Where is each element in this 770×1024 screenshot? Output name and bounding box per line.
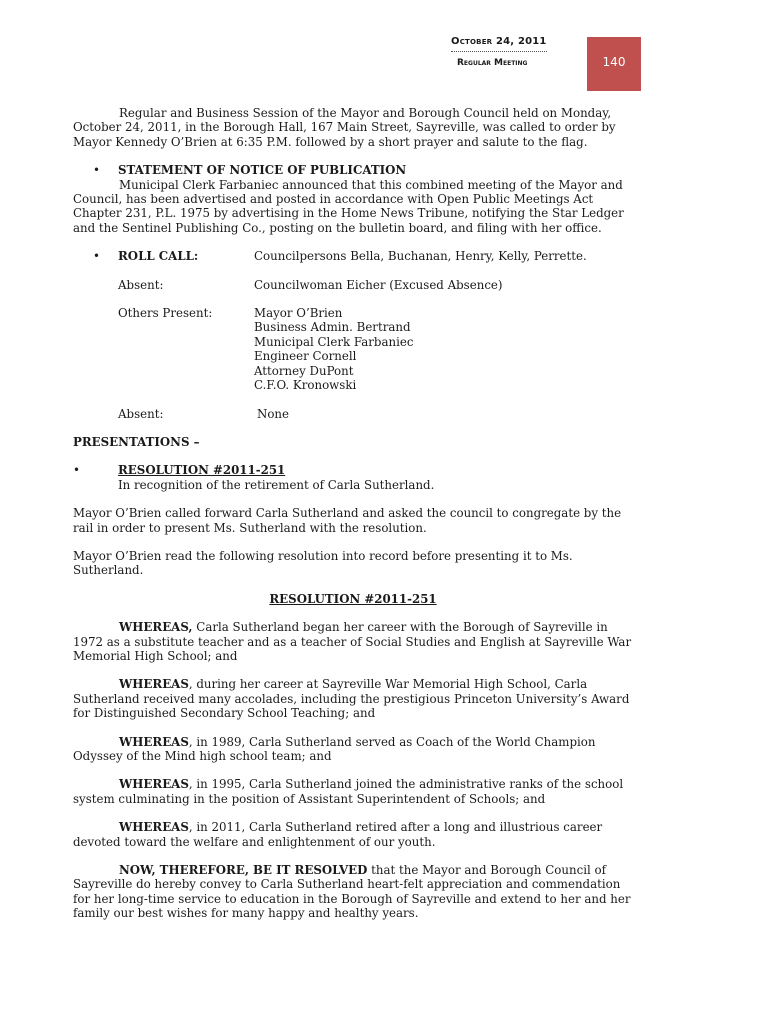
intro-paragraph: Regular and Business Session of the Mayor and Borough Council held on Monday, October 24, 2011, in the Borough Hall, 167 Main Street, Sayreville, was called to order by Mayor Kennedy O’Brien at 6:35 P.M. followed by a short prayer and salute to the flag. <box>73 106 616 149</box>
bullet-icon: • <box>93 163 100 178</box>
whereas-text: , in 1995, Carla Sutherland joined the administrative ranks of the school system culminating in the position of Assistant Superintendent of Schools; and <box>73 777 624 806</box>
notice-section <box>73 163 633 177</box>
whereas-text: , during her career at Sayreville War Memorial High School, Carla Sutherland received many accolades, including the prestigious Princeton University’s Award for Distinguished Secondary School Teaching; and <box>73 677 630 721</box>
list-item: Municipal Clerk Farbaniec <box>254 334 414 349</box>
whereas-text: Carla Sutherland began her career with the Borough of Sayreville in 1972 as a substitute teacher and as a teacher of Social Studies and English at Sayreville War Memorial High School; and <box>73 620 632 663</box>
whereas-keyword: WHEREAS <box>119 734 189 749</box>
whereas-1 <box>73 620 633 663</box>
whereas-keyword: WHEREAS <box>119 677 189 692</box>
list-item: Engineer Cornell <box>254 349 357 364</box>
page-header <box>451 36 556 68</box>
list-item: Mayor O’Brien <box>254 306 343 321</box>
header-divider <box>451 51 547 52</box>
presentation-item <box>73 463 633 492</box>
list-item: Business Admin. Bertrand <box>254 320 411 335</box>
others-list <box>254 306 633 392</box>
list-item: C.F.O. Kronowski <box>254 378 357 393</box>
notice-paragraph: Municipal Clerk Farbaniec announced that this combined meeting of the Mayor and Council, has been advertised and posted in accordance with Open Public Meetings Act Chapter 231, P.L. 1975 by advertising in the Home News Tribune, notifying the Star Ledger and the Sentinel Publishing Co., posting on the bulletin board, and filing with her office. <box>73 177 624 235</box>
presentation-para-1: Mayor O’Brien called forward Carla Sutherland and asked the council to congregate by the rail in order to present Ms. Sutherland with the resolution. <box>73 506 622 535</box>
page-number-badge <box>587 37 641 91</box>
whereas-5 <box>73 820 633 849</box>
resolved-keyword: NOW, THEREFORE, BE IT RESOLVED <box>119 863 368 878</box>
others-label: Others Present: <box>118 306 213 321</box>
bullet-icon: • <box>93 249 100 264</box>
roll-call-present: Councilpersons Bella, Buchanan, Henry, Kelly, Perrette. <box>254 249 587 264</box>
presentation-para-2: Mayor O’Brien read the following resolution into record before presenting it to Ms. Sutherland. <box>73 548 573 578</box>
meeting-type: Regular Meeting <box>457 58 528 68</box>
presentations-heading: PRESENTATIONS – <box>73 434 200 449</box>
document-body <box>73 106 633 921</box>
absent-value-2: None <box>257 406 290 421</box>
whereas-4 <box>73 777 633 806</box>
whereas-2 <box>73 677 633 720</box>
absent-value: Councilwoman Eicher (Excused Absence) <box>254 277 503 292</box>
notice-heading: STATEMENT OF NOTICE OF PUBLICATION <box>118 163 407 178</box>
whereas-keyword: WHEREAS <box>119 777 189 792</box>
resolved-text: that the Mayor and Borough Council of Sayreville do hereby convey to Carla Sutherland heart-felt appreciation and commendation for her long-time service to education in the Borough of Sayreville and extend to her and her family our best wishes for many happy and healthy years. <box>73 863 631 921</box>
absent-label-2: Absent: <box>118 406 164 421</box>
roll-call-label: ROLL CALL: <box>118 249 199 264</box>
presentation-resolution-sub: In recognition of the retirement of Carla Sutherland. <box>118 477 435 492</box>
whereas-text: , in 2011, Carla Sutherland retired after a long and illustrious career devoted toward the welfare and enlightenment of our youth. <box>73 820 603 849</box>
whereas-3 <box>73 735 633 764</box>
whereas-keyword: WHEREAS <box>119 820 189 835</box>
whereas-text: , in 1989, Carla Sutherland served as Coach of the World Champion Odyssey of the Mind high school team; and <box>73 734 596 763</box>
whereas-keyword: WHEREAS, <box>119 620 193 635</box>
resolved-paragraph <box>73 863 633 921</box>
absent-label: Absent: <box>118 277 164 292</box>
roll-call-section <box>73 249 633 421</box>
meeting-date: October 24, 2011 <box>451 36 547 47</box>
list-item: Attorney DuPont <box>254 363 354 378</box>
presentation-resolution-title: RESOLUTION #2011-251 <box>118 463 286 478</box>
bullet-icon: • <box>73 463 80 478</box>
resolution-title: RESOLUTION #2011-251 <box>269 591 437 606</box>
page-number: 140 <box>602 55 626 69</box>
